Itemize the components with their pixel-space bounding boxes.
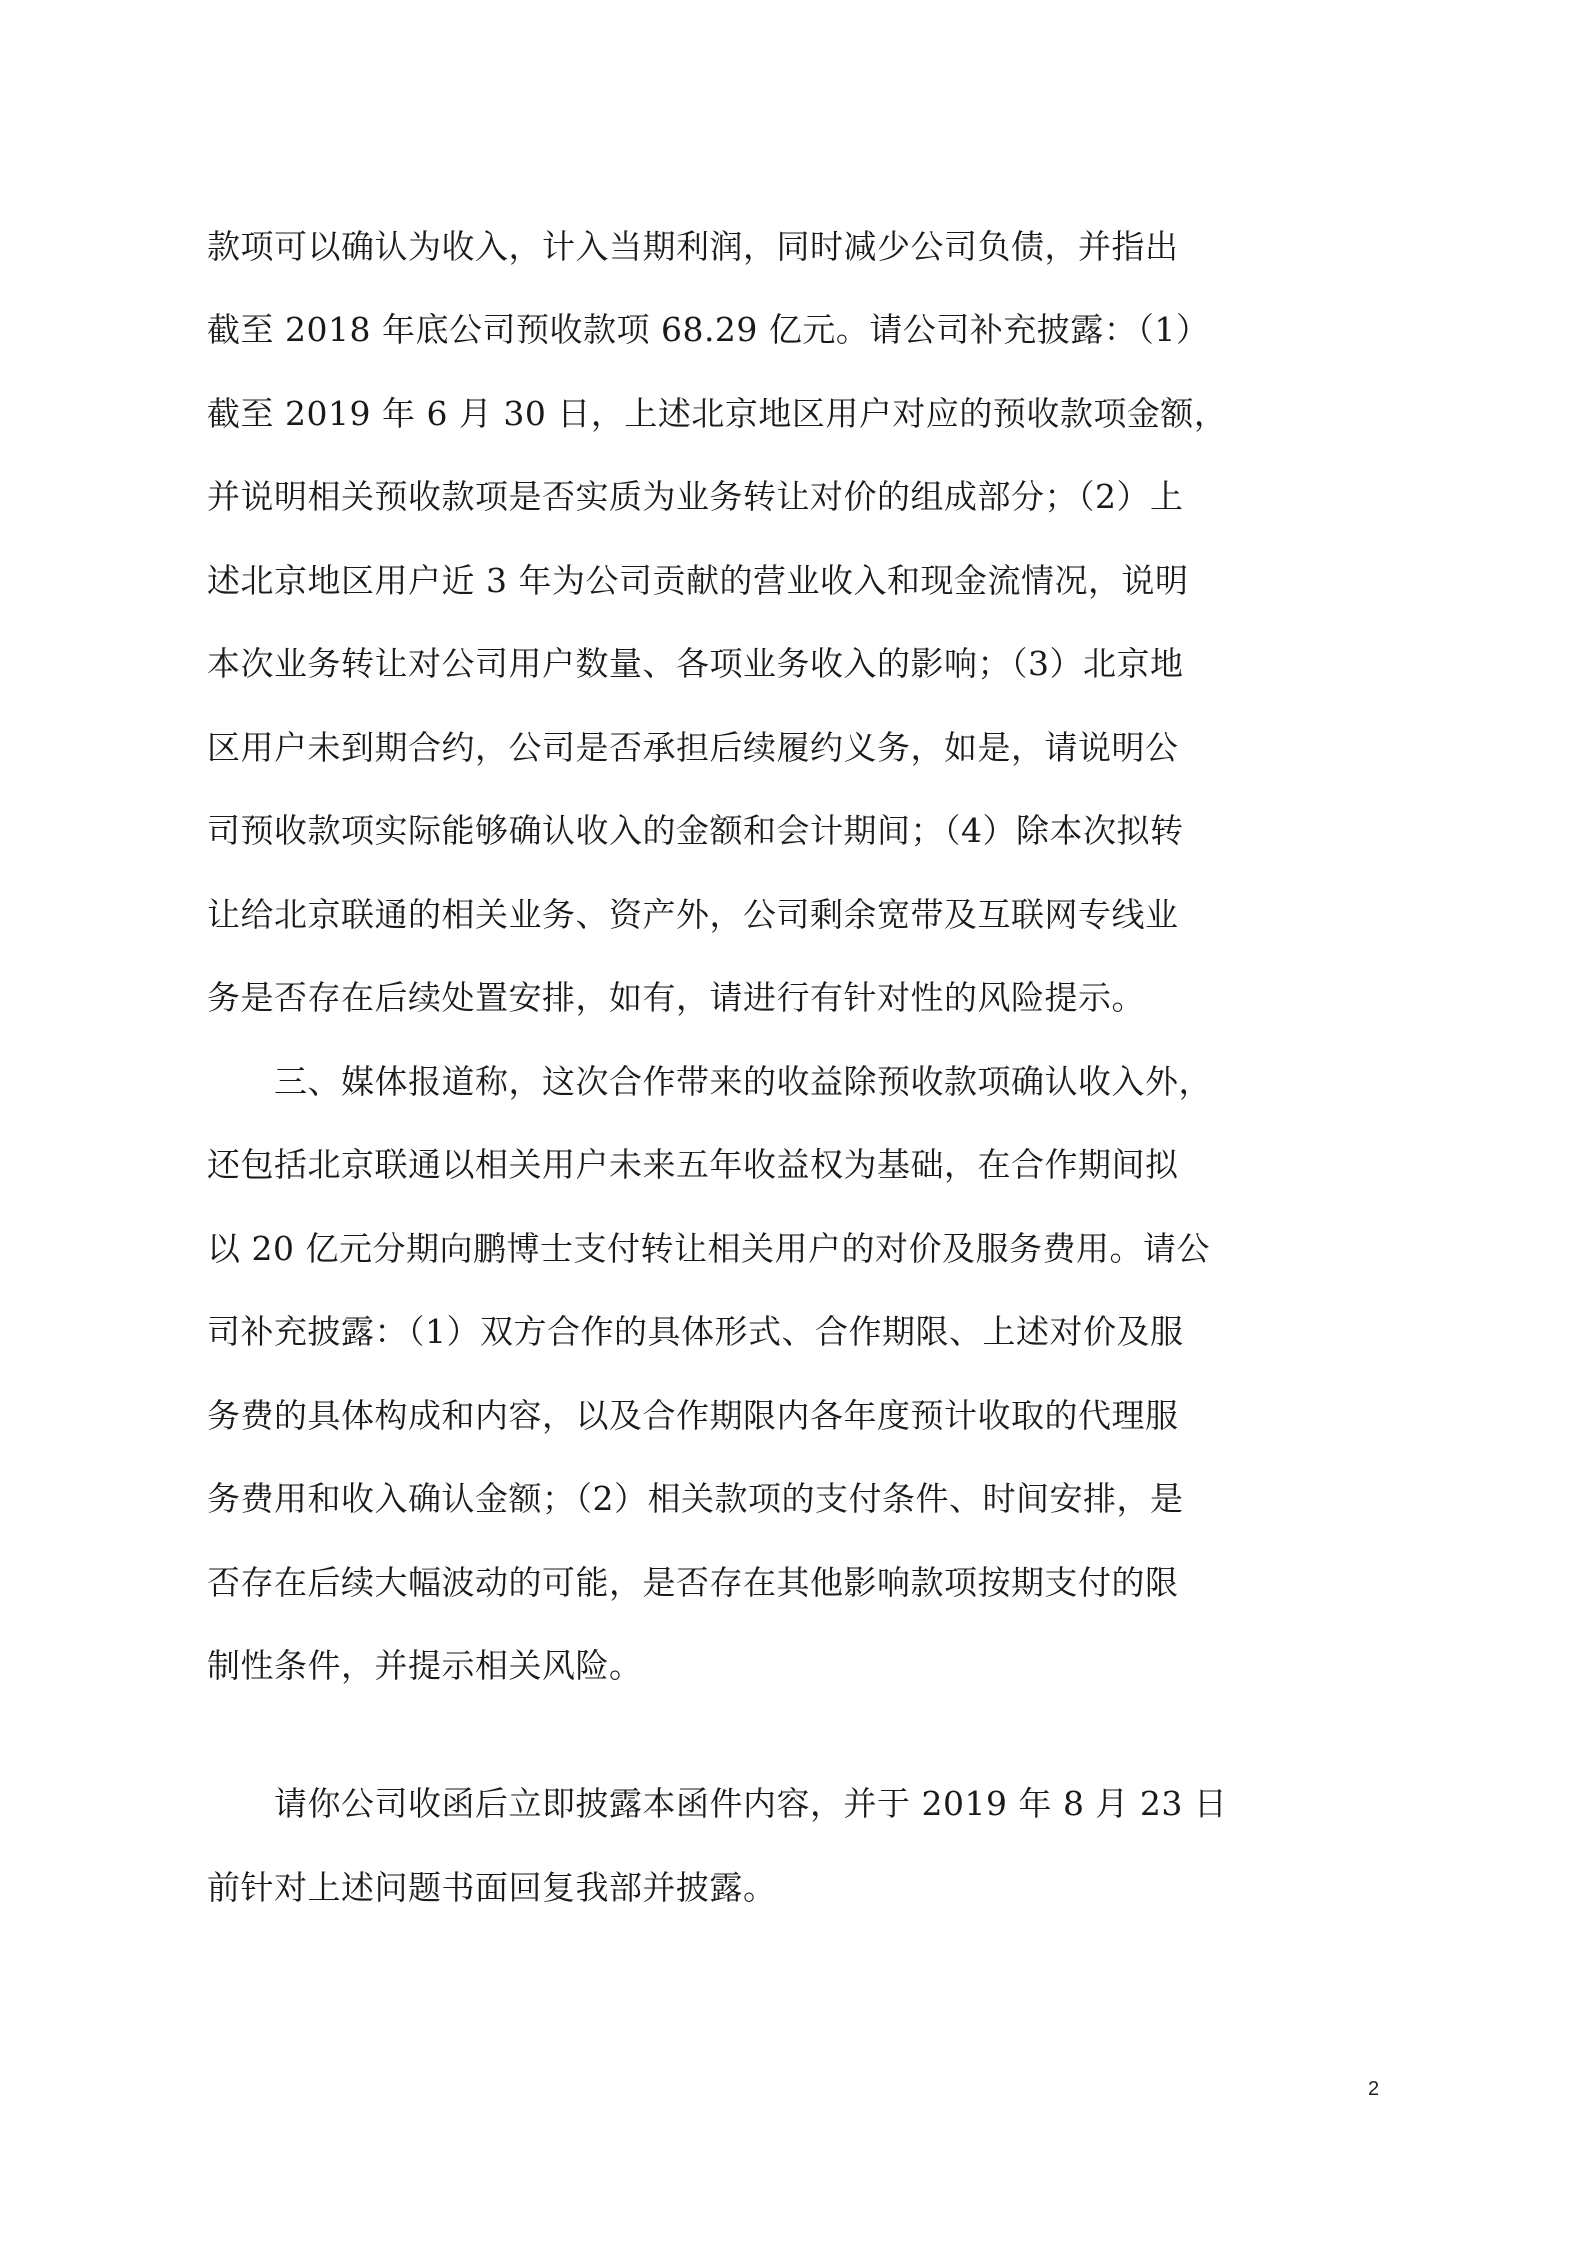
- text-line: 本次业务转让对公司用户数量、各项业务收入的影响；（3）北京地: [207, 644, 1184, 683]
- page-number: 2: [1368, 2078, 1380, 2100]
- text-line: 前针对上述问题书面回复我部并披露。: [207, 1868, 777, 1907]
- text-line: 款项可以确认为收入，计入当期利润，同时减少公司负债，并指出: [207, 227, 1179, 266]
- text-line: 司预收款项实际能够确认收入的金额和会计期间；（4）除本次拟转: [207, 811, 1184, 850]
- text-line: 截至 2018 年底公司预收款项 68.29 亿元。请公司补充披露：（1）: [207, 310, 1210, 349]
- text-line: 区用户未到期合约，公司是否承担后续履约义务，如是，请说明公: [207, 728, 1179, 767]
- text-line: 务是否存在后续处置安排，如有，请进行有针对性的风险提示。: [207, 978, 1145, 1017]
- text-line: 务费的具体构成和内容，以及合作期限内各年度预计收取的代理服: [207, 1396, 1179, 1435]
- text-line: 述北京地区用户近 3 年为公司贡献的营业收入和现金流情况，说明: [207, 561, 1189, 600]
- text-line: 截至 2019 年 6 月 30 日，上述北京地区用户对应的预收款项金额，: [207, 394, 1228, 433]
- text-line: 还包括北京联通以相关用户未来五年收益权为基础，在合作期间拟: [207, 1145, 1179, 1184]
- text-line: 制性条件，并提示相关风险。: [207, 1646, 643, 1685]
- text-line: 务费用和收入确认金额；（2）相关款项的支付条件、时间安排，是: [207, 1479, 1184, 1518]
- text-line: 三、媒体报道称，这次合作带来的收益除预收款项确认收入外，: [207, 1062, 1212, 1101]
- text-line: 并说明相关预收款项是否实质为业务转让对价的组成部分；（2）上: [207, 477, 1184, 516]
- text-line: 请你公司收函后立即披露本函件内容，并于 2019 年 8 月 23 日: [207, 1784, 1228, 1823]
- text-line: 让给北京联通的相关业务、资产外，公司剩余宽带及互联网专线业: [207, 895, 1179, 934]
- text-line: 司补充披露：（1）双方合作的具体形式、合作期限、上述对价及服: [207, 1312, 1184, 1351]
- text-line: 以 20 亿元分期向鹏博士支付转让相关用户的对价及服务费用。请公: [207, 1229, 1210, 1268]
- text-line: 否存在后续大幅波动的可能，是否存在其他影响款项按期支付的限: [207, 1563, 1179, 1602]
